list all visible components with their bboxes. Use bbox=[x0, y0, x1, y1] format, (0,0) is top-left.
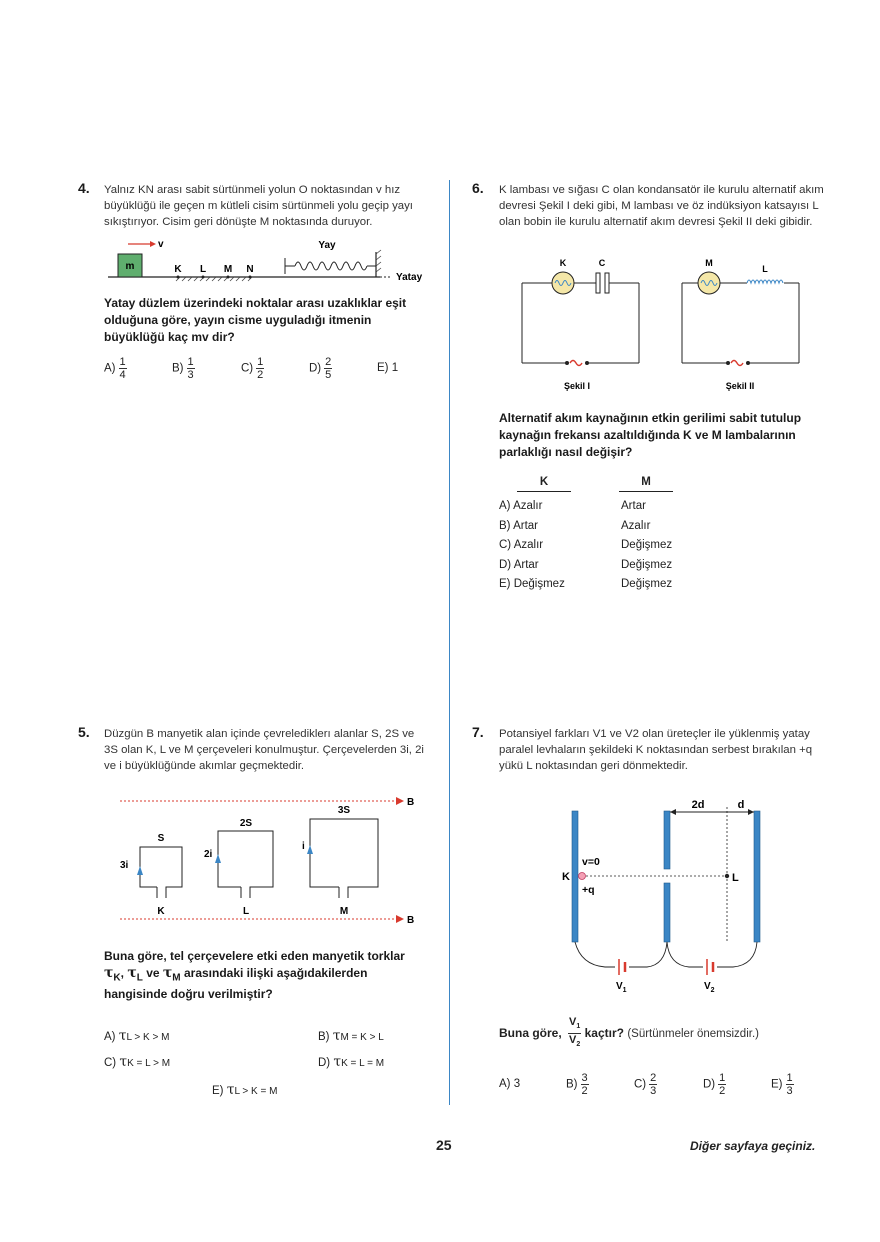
mass-label: m bbox=[125, 261, 135, 272]
frame-l-label: L bbox=[242, 906, 250, 917]
field-label-bottom: B bbox=[407, 915, 415, 926]
q7-figure bbox=[555, 795, 785, 993]
q5-number: 5. bbox=[78, 724, 90, 740]
frame-k bbox=[140, 847, 182, 898]
label-v1: $V_1$ bbox=[616, 981, 627, 993]
point-n: N bbox=[246, 264, 254, 275]
q6-answer-table bbox=[499, 476, 719, 598]
capacitor-label: C bbox=[598, 258, 606, 268]
point-k: K bbox=[174, 264, 182, 275]
q5-option-d[interactable]: D) τK = L = M bbox=[318, 1054, 385, 1070]
q5-option-b[interactable]: B) τM = K > L bbox=[318, 1028, 384, 1044]
plate-left bbox=[572, 811, 578, 942]
caption-2: Şekil II bbox=[725, 381, 755, 391]
q5-question: Buna göre, tel çerçevelere etki eden manyetik torklar $\tau_K$, $\tau_L$ ve $\tau_M$ arasındaki ilişki aşağıdakilerden hangisinde doğru verilmiştir? bbox=[104, 949, 405, 1002]
q4-option-b[interactable]: B) $\frac{1}{3}$ bbox=[172, 356, 194, 381]
header-k: K bbox=[517, 476, 571, 492]
spring-label: Yay bbox=[318, 240, 336, 251]
plate-middle-bottom bbox=[664, 883, 670, 942]
lamp-k-label: K bbox=[559, 258, 567, 268]
lamp-m-label: M bbox=[705, 258, 713, 268]
spring-coil bbox=[295, 262, 367, 270]
q7-option-b[interactable]: B) $\frac{3}{2}$ bbox=[566, 1072, 588, 1097]
q7-text: Potansiyel farkları V1 ve V2 olan üreteçler ile yüklenmiş yatay paralel levhaların şekildeki K noktasından serbest bırakılan +q yükü L noktasından geri dönmektedir. bbox=[499, 728, 813, 772]
point-l bbox=[725, 874, 729, 878]
q4-text: Yalnız KN arası sabit sürtünmeli yolun O noktasından v hız büyüklüğü ile geçen m kütleli cisim sürtünmeli yolu geçip yayı sıkıştırıyor. Cisim geri dönüşte M noktasında duruyor. bbox=[104, 184, 413, 228]
area-3s: 3S bbox=[337, 805, 351, 816]
circuit-2 bbox=[682, 258, 799, 391]
q7-option-e[interactable]: E) $\frac{1}{3}$ bbox=[771, 1072, 793, 1097]
q6-number: 6. bbox=[472, 180, 484, 196]
q7-option-a[interactable]: A) 3 bbox=[499, 1078, 521, 1090]
q6-option-d[interactable]: D) Artar Değişmez bbox=[499, 558, 673, 571]
current-3i: 3i bbox=[120, 860, 129, 871]
label-v2: $V_2$ bbox=[704, 981, 715, 993]
label-v0: v=0 bbox=[582, 856, 600, 868]
q6-option-a[interactable]: A) Azalır Artar bbox=[499, 500, 646, 512]
frame-k-label: K bbox=[157, 906, 165, 917]
q4-option-e[interactable]: E) 1 bbox=[377, 362, 399, 374]
field-label-top: B bbox=[407, 797, 415, 808]
caption-1: Şekil I bbox=[563, 381, 591, 391]
label-l: L bbox=[732, 872, 739, 884]
frame-l bbox=[218, 831, 273, 898]
q5-option-c[interactable]: C) τK = L > M bbox=[104, 1054, 171, 1070]
q4-option-d[interactable]: D) $\frac{2}{5}$ bbox=[309, 356, 332, 381]
label-k: K bbox=[562, 871, 570, 883]
plate-right bbox=[754, 811, 760, 942]
plate-middle-top bbox=[664, 811, 670, 869]
point-m: M bbox=[223, 264, 233, 275]
q7-option-d[interactable]: D) $\frac{1}{2}$ bbox=[703, 1072, 726, 1097]
q5-figure bbox=[110, 790, 430, 930]
label-2d: 2d bbox=[691, 799, 705, 811]
q6-text: K lambası ve sığası C olan kondansatör ile kurulu alternatif akım devresi Şekil I deki gibi, M lambası ve öz indüksiyon katsayısı L olan bobin ile kurulu alternatif akım devresi Şekil II deki gibidir. bbox=[499, 184, 824, 228]
q4-figure bbox=[100, 234, 430, 286]
column-divider bbox=[449, 180, 450, 1105]
inductor-label: L bbox=[762, 264, 768, 274]
q5-text: Düzgün B manyetik alan içinde çevrelediklerı alanlar S, 2S ve 3S olan K, L ve M çerçeveleri konulmuştur. Çerçevelerden 3i, 2i ve i büyüklüğünde akımlar geçmektedir. bbox=[104, 728, 424, 772]
velocity-label: v bbox=[158, 239, 164, 250]
q5-option-e[interactable]: E) τL > K = M bbox=[212, 1082, 278, 1098]
q7-number: 7. bbox=[472, 724, 484, 740]
q6-figure bbox=[512, 255, 812, 400]
ground-label: Yatay bbox=[396, 272, 423, 283]
area-2s: 2S bbox=[239, 818, 253, 829]
label-q: +q bbox=[582, 884, 595, 896]
q7-option-c[interactable]: C) $\frac{2}{3}$ bbox=[634, 1072, 657, 1097]
frame-m bbox=[310, 819, 378, 898]
page-number: 25 bbox=[436, 1137, 452, 1153]
q4-number: 4. bbox=[78, 180, 90, 196]
current-2i: 2i bbox=[204, 849, 213, 860]
q6-option-b[interactable]: B) Artar Azalır bbox=[499, 519, 651, 532]
q6-option-c[interactable]: C) Azalır Değişmez bbox=[499, 539, 673, 551]
next-page-note: Diğer sayfaya geçiniz. bbox=[690, 1139, 816, 1153]
frame-m-label: M bbox=[339, 906, 349, 917]
q4-question: Yatay düzlem üzerindeki noktalar arası uzaklıklar eşit olduğuna göre, yayın cisme uyguladığı itmenin büyüklüğü kaç mv dir? bbox=[104, 296, 407, 344]
ac-source-1 bbox=[570, 361, 582, 366]
q7-question: Buna göre, $\frac{V_1}{V_2}$ kaçtır? (Sürtünmeler önemsizdir.) bbox=[499, 1016, 759, 1049]
q6-option-e[interactable]: E) Değişmez Değişmez bbox=[499, 578, 673, 590]
q4-option-c[interactable]: C) $\frac{1}{2}$ bbox=[241, 356, 264, 381]
current-i: i bbox=[302, 841, 305, 852]
q6-question: Alternatif akım kaynağının etkin gerilimi sabit tutulup kaynağın frekansı azaltıldığında K ve M lambalarının parlaklığı nasıl değişir? bbox=[499, 411, 802, 459]
q4-option-a[interactable]: A) $\frac{1}{4}$ bbox=[104, 356, 126, 381]
q5-option-a[interactable]: A) τL > K > M bbox=[104, 1028, 170, 1044]
charge-q bbox=[579, 873, 586, 880]
label-d: d bbox=[737, 799, 745, 811]
area-s: S bbox=[157, 833, 165, 844]
circuit-1 bbox=[522, 258, 639, 391]
inductor-coil bbox=[747, 280, 783, 283]
point-l: L bbox=[199, 264, 207, 275]
header-m: M bbox=[619, 476, 673, 492]
ac-source-2 bbox=[731, 361, 743, 366]
